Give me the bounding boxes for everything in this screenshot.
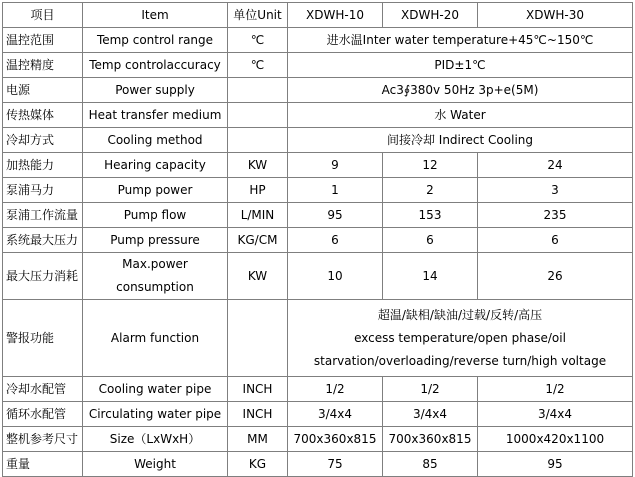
row-unit: [228, 128, 288, 153]
table-row: [3, 253, 633, 300]
row-label-zh: 冷却水配管: [3, 377, 83, 402]
row-label-zh: 循环水配管: [3, 402, 83, 427]
table-row: [3, 452, 633, 477]
row-unit: MM: [228, 427, 288, 452]
table-row: [3, 103, 633, 128]
value-xdwh-20: 700x360x815: [383, 427, 478, 452]
value-xdwh-20: 1/2: [383, 377, 478, 402]
row-unit: ℃: [228, 53, 288, 78]
value-xdwh-20: 85: [383, 452, 478, 477]
row-label-zh: 警报功能: [3, 300, 83, 377]
table-row: [3, 402, 633, 427]
row-unit: L/MIN: [228, 203, 288, 228]
row-label-zh: 最大压力消耗: [3, 253, 83, 300]
merged-value: PID±1℃: [288, 53, 633, 78]
row-item: Circulating water pipe: [83, 402, 228, 427]
table-row: [3, 178, 633, 203]
row-label-zh: 泵浦马力: [3, 178, 83, 203]
row-label-zh: 冷却方式: [3, 128, 83, 153]
header-cell: XDWH-30: [478, 3, 633, 28]
table-row: [3, 53, 633, 78]
value-xdwh-10: 1: [288, 178, 383, 203]
row-item: Alarm function: [83, 300, 228, 377]
row-label-zh: 温控精度: [3, 53, 83, 78]
table-row: [3, 427, 633, 452]
value-xdwh-30: 6: [478, 228, 633, 253]
table-row: [3, 228, 633, 253]
value-xdwh-30: 24: [478, 153, 633, 178]
value-xdwh-20: 6: [383, 228, 478, 253]
value-xdwh-20: 12: [383, 153, 478, 178]
value-xdwh-30: 26: [478, 253, 633, 300]
value-xdwh-30: 1/2: [478, 377, 633, 402]
row-item: Power supply: [83, 78, 228, 103]
merged-value: 水 Water: [288, 103, 633, 128]
value-xdwh-20: 3/4x4: [383, 402, 478, 427]
row-unit: [228, 78, 288, 103]
spec-table: [2, 2, 633, 477]
row-item: Max.power consumption: [83, 253, 228, 300]
value-xdwh-20: 2: [383, 178, 478, 203]
table-row: [3, 153, 633, 178]
row-unit: [228, 103, 288, 128]
alarm-line-zh: 超温/缺相/缺油/过载/反转/高压: [377, 307, 543, 322]
row-item: Hearing capacity: [83, 153, 228, 178]
row-item: Cooling water pipe: [83, 377, 228, 402]
row-item: Pump flow: [83, 203, 228, 228]
row-item: Temp controlaccuracy: [83, 53, 228, 78]
header-cell: 项目: [3, 3, 83, 28]
row-item: Cooling method: [83, 128, 228, 153]
table-row: [3, 128, 633, 153]
value-xdwh-30: 3: [478, 178, 633, 203]
row-item: Pump power: [83, 178, 228, 203]
row-label-zh: 整机参考尺寸: [3, 427, 83, 452]
alarm-line-en-1: excess temperature/open phase/oil: [354, 330, 566, 345]
row-item: Temp control range: [83, 28, 228, 53]
value-xdwh-10: 6: [288, 228, 383, 253]
merged-value: 进水温Inter water temperature+45℃~150℃: [288, 28, 633, 53]
header-cell: XDWH-10: [288, 3, 383, 28]
table-row: [3, 28, 633, 53]
value-xdwh-10: 95: [288, 203, 383, 228]
row-unit: KW: [228, 153, 288, 178]
table-row: [3, 377, 633, 402]
value-xdwh-10: 9: [288, 153, 383, 178]
row-item: Pump pressure: [83, 228, 228, 253]
row-item: Size（LxWxH）: [83, 427, 228, 452]
row-unit: INCH: [228, 377, 288, 402]
header-cell: Item: [83, 3, 228, 28]
value-xdwh-10: 700x360x815: [288, 427, 383, 452]
header-row: [3, 3, 633, 28]
row-item: Heat transfer medium: [83, 103, 228, 128]
row-unit: KG/CM: [228, 228, 288, 253]
table-row: [3, 78, 633, 103]
header-cell: 单位Unit: [228, 3, 288, 28]
row-unit: HP: [228, 178, 288, 203]
row-unit: KG: [228, 452, 288, 477]
value-xdwh-10: 10: [288, 253, 383, 300]
value-xdwh-30: 95: [478, 452, 633, 477]
row-label-zh: 系统最大压力: [3, 228, 83, 253]
merged-value: Ac3∮380v 50Hz 3p+e(5M): [288, 78, 633, 103]
value-xdwh-10: 1/2: [288, 377, 383, 402]
value-xdwh-10: 75: [288, 452, 383, 477]
table-row: [3, 203, 633, 228]
value-xdwh-30: 3/4x4: [478, 402, 633, 427]
row-label-zh: 电源: [3, 78, 83, 103]
table-row: [3, 300, 633, 377]
row-label-zh: 泵浦工作流量: [3, 203, 83, 228]
row-label-zh: 重量: [3, 452, 83, 477]
row-unit: INCH: [228, 402, 288, 427]
alarm-line-en-2: starvation/overloading/reverse turn/high voltage: [313, 353, 607, 368]
row-unit: KW: [228, 253, 288, 300]
row-label-zh: 温控范围: [3, 28, 83, 53]
value-xdwh-20: 14: [383, 253, 478, 300]
row-unit: [228, 300, 288, 377]
row-label-zh: 加热能力: [3, 153, 83, 178]
row-item: Weight: [83, 452, 228, 477]
alarm-description: [288, 300, 633, 377]
header-cell: XDWH-20: [383, 3, 478, 28]
value-xdwh-30: 1000x420x1100: [478, 427, 633, 452]
row-unit: ℃: [228, 28, 288, 53]
value-xdwh-30: 235: [478, 203, 633, 228]
value-xdwh-20: 153: [383, 203, 478, 228]
merged-value: 间接冷却 Indirect Cooling: [288, 128, 633, 153]
value-xdwh-10: 3/4x4: [288, 402, 383, 427]
row-label-zh: 传热媒体: [3, 103, 83, 128]
